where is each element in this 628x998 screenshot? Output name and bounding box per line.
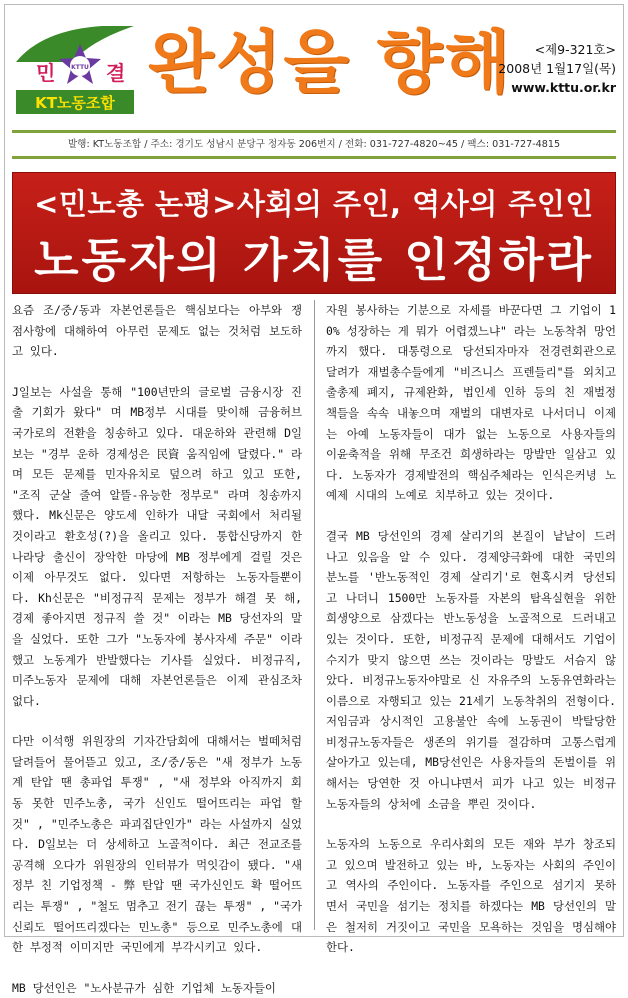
paragraph: 노동자의 노동으로 우리사회의 모든 재와 부가 창조되고 있으며 발전하고 있는 바, 노동자는 사회의 주인이고 역사의 주인이다. 노동자를 주인으로 섬기지 못하면서 국민을 섬기는 정치를 하겠다는 MB 당선인의 말은 철저히 거짓이고 국민을 모욕하는 것임을 명심해야 한다. bbox=[326, 837, 616, 955]
website-link[interactable]: www.kttu.or.kr bbox=[511, 80, 616, 95]
article-column-right bbox=[326, 300, 616, 955]
paragraph: 다만 이석행 위원장의 기자간담회에 대해서는 벌떼처럼 달려들어 물어뜯고 있고, 조/중/동은 "새 정부가 노동계 탄압 땐 총파업 투쟁" , "새 정부와 아직까지 회동 못한 민주노총, 국가 신인도 떨어뜨리는 파업 할 것" , "민주노총은 파괴집단인가" 라는 사설까지 실었다. D일보는 더 상세하고 노골적이다. 최근 전교조를 공격해 오다가 위원장의 인터뷰가 먹잇감이 됐다. "새 정부 친 기업정책 - 弊 탄압 땐 국가신인도 확 떨어뜨리는 투쟁" , "철도 멈추고 전기 끊는 투쟁" , "국가 신뢰도 떨어뜨리겠다는 민노총" 등으로 민주노총에 대한 부정적 이미지만 국민에게 부각시키고 있다. bbox=[12, 734, 302, 955]
logo-char-right: 결 bbox=[106, 61, 126, 85]
headline-kicker: <민노총 논평>사회의 주인, 역사의 주인인 bbox=[34, 187, 594, 221]
newsletter-title: 완성을 향해 bbox=[148, 24, 513, 103]
paragraph: MB 당선인은 "노사분규가 심한 기업체 노동자들이 bbox=[12, 980, 276, 995]
issue-info bbox=[476, 40, 616, 97]
top-divider bbox=[12, 130, 616, 133]
masthead bbox=[0, 0, 628, 150]
logo-band-text: KT노동조합 bbox=[35, 94, 115, 112]
publisher-info: 발행: KT노동조합 / 주소: 경기도 성남시 분당구 정자동 206번지 / 전화: 031-727-4820~45 / 팩스: 031-727-4815 bbox=[67, 139, 561, 150]
issue-number: <제9-321호> bbox=[534, 42, 616, 57]
paragraph: 자원 봉사하는 기분으로 자세를 바꾼다면 그 기업이 10% 성장하는 게 뭐가 어렵겠느냐" 라는 노동착취 망언까지 했다. 대통령으로 당선되자마자 전경련회관으로 달려가 재벌총수들에게 "비즈니스 프렌들리"를 외치고 출총제 폐지, 규제완화, 법인세 인하 등의 친 재벌정책들을 속속 내놓으며 재벌의 대변자로 나서더니 이제는 아예 노동자들이 대가 없는 노동으로 사용자들의 이윤축적을 위해 무조건 희생하라는 망발만 일삼고 있다. 노동자가 경제발전의 핵심주체라는 인식은커녕 노예제 시대의 노예로 치부하고 있는 것이다. bbox=[326, 303, 616, 503]
bottom-divider bbox=[12, 156, 616, 159]
paragraph: J일보는 사설을 통해 "100년만의 글로벌 금융시장 진출 기회가 왔다" 며 MB정부 시대를 맞이해 금융허브 국가로의 전환을 칭송하고 있다. 대운하와 관련해 D일보는 "경부 운하 경제성은 民資 움직임에 달렸다." 라며 모든 문제를 민자유치로 덮으려 하고 있고 또한, "조직 군살 줄여 알뜰-유능한 정부로" 라며 칭송까지 했다. Mk신문은 양도세 인하가 내달 국회에서 처리될 것이라고 환호성(?)을 올리고 있다. 통합신당까지 한나라당 출신이 장악한 마당에 MB 정부에게 걸릴 것은 이제 아무것도 없다. 있다면 저항하는 노동자들뿐이다. Kh신문은 "비정규직 문제는 정부가 해결 못 해, 경제 좋아지면 정규직 쓸 것" 이라는 MB 당선자의 말을 실었다. 또한 그가 "노동자에 봉사자세 주문" 이라 했고 노동계가 반발했다는 기사를 실었다. 비정규직, 미주노동자 문제에 대해 자본언론들은 이제 관심조차 없다. bbox=[12, 384, 302, 708]
headline-banner bbox=[12, 172, 616, 294]
logo-char-left: 민 bbox=[36, 61, 56, 85]
column-divider bbox=[314, 300, 315, 930]
paragraph: 결국 MB 당선인의 경제 살리기의 본질이 낱낱이 드러나고 있음을 알 수 있다. 경제양극화에 대한 국민의 분노를 '반노동적인 경제 살리기'로 현혹시켜 당선되고 나더니 1500만 노동자를 자본의 탐욕실현을 위한 희생양으로 삼겠다는 반노동성을 노골적으로 드러내고 있는 것이다. 또한, 비정규직 문제에 대해서도 기업이 수지가 맞지 않으면 쓰는 것이라는 망발도 서슴지 않았다. 비정규노동자야말로 신 자유주의 노동유연화라는 이름으로 자행되고 있는 21세기 노동착취의 전형이다. 저임금과 상시적인 고용불안 속에 노동권이 박탈당한 비정규노동자들은 생존의 위기를 절감하며 고통스럽게 살아가고 있는데, MB당선인은 사용자들의 돈벌이를 위해서는 당연한 것 아니냐면서 피가 나고 있는 비정규노동자들의 상처에 소금을 뿌린 것이다. bbox=[326, 528, 616, 811]
article-column-left bbox=[12, 300, 302, 995]
issue-date: 2008년 1월17일(목) bbox=[498, 61, 616, 76]
logo-badge-text: KTTU bbox=[71, 64, 89, 71]
headline-main: 노동자의 가치를 인정하라 bbox=[34, 233, 594, 287]
paragraph: 요즘 조/중/동과 자본언론들은 핵심보다는 아부와 쟁점사항에 대해하여 아무런 문제도 없는 것처럼 보도하고 있다. bbox=[12, 303, 302, 359]
kttu-logo bbox=[12, 22, 138, 120]
